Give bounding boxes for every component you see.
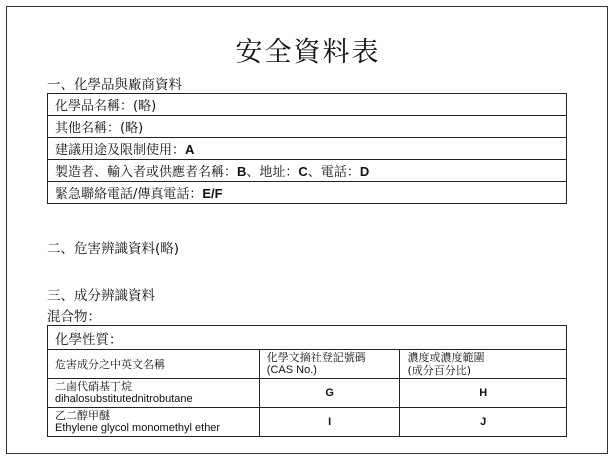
row-label: 化學品名稱：(略) (55, 99, 157, 114)
row-value: A (185, 142, 195, 157)
row-label: 製造者、輸入者或供應者名稱： (55, 165, 238, 180)
manufacturer-cell (48, 160, 567, 182)
mixture-label: 混合物： (47, 309, 101, 325)
table-row (48, 116, 567, 138)
column-header-concentration (400, 350, 567, 379)
concentration-cell: J (400, 408, 567, 437)
table-row (48, 379, 567, 408)
table-row (48, 160, 567, 182)
composition-table (47, 325, 567, 437)
chemical-name-cell (48, 94, 567, 116)
component-name-en: Ethylene glycol monomethyl ether (55, 422, 221, 434)
row-label: 、電話： (307, 165, 360, 180)
table-row (48, 138, 567, 160)
row-value: E/F (202, 186, 223, 201)
column-header-cas (259, 350, 400, 379)
column-header-name: 危害成分之中英文名稱 (48, 350, 260, 379)
table-row (48, 326, 567, 350)
column-header-text: 化學文摘社登記號碼 (266, 351, 366, 364)
other-name-cell (48, 116, 567, 138)
row-value: C (298, 164, 308, 179)
table-header-row (48, 350, 567, 379)
cas-number-cell: I (259, 408, 400, 437)
column-header-text: 濃度或濃度範圍 (407, 351, 485, 364)
company-info-table (47, 93, 567, 204)
table-row (48, 408, 567, 437)
row-value: D (359, 164, 370, 179)
component-name-cell (48, 408, 260, 437)
table-row (48, 94, 567, 116)
section-1-heading: 一、化學品與廠商資料 (47, 77, 182, 93)
column-header-text: (CAS No.) (266, 364, 317, 376)
component-name-zh: 乙二醇甲醚 (55, 409, 110, 422)
component-name-en: dihalosubstitutednitrobutane (55, 393, 193, 405)
row-label: 、地址： (246, 165, 299, 180)
section-2-heading: 二、危害辨識資料(略) (47, 241, 180, 257)
document-title: 安全資料表 (235, 37, 381, 68)
section-3-heading: 三、成分辨識資料 (47, 288, 155, 304)
row-value: B (237, 164, 247, 179)
column-header-text: (成分百分比) (407, 364, 472, 377)
emergency-contact-cell (48, 182, 567, 204)
recommended-use-cell (48, 138, 567, 160)
row-label: 其他名稱：(略) (55, 121, 144, 136)
row-label: 緊急聯絡電話/傳真電話： (55, 187, 203, 202)
component-name-zh: 二鹵代硝基丁烷 (55, 380, 132, 393)
table-row (48, 182, 567, 204)
cas-number-cell: G (259, 379, 400, 408)
row-label: 建議用途及限制使用： (55, 143, 186, 158)
concentration-cell: H (400, 379, 567, 408)
component-name-cell (48, 379, 260, 408)
chemical-property-header: 化學性質： (48, 326, 567, 350)
